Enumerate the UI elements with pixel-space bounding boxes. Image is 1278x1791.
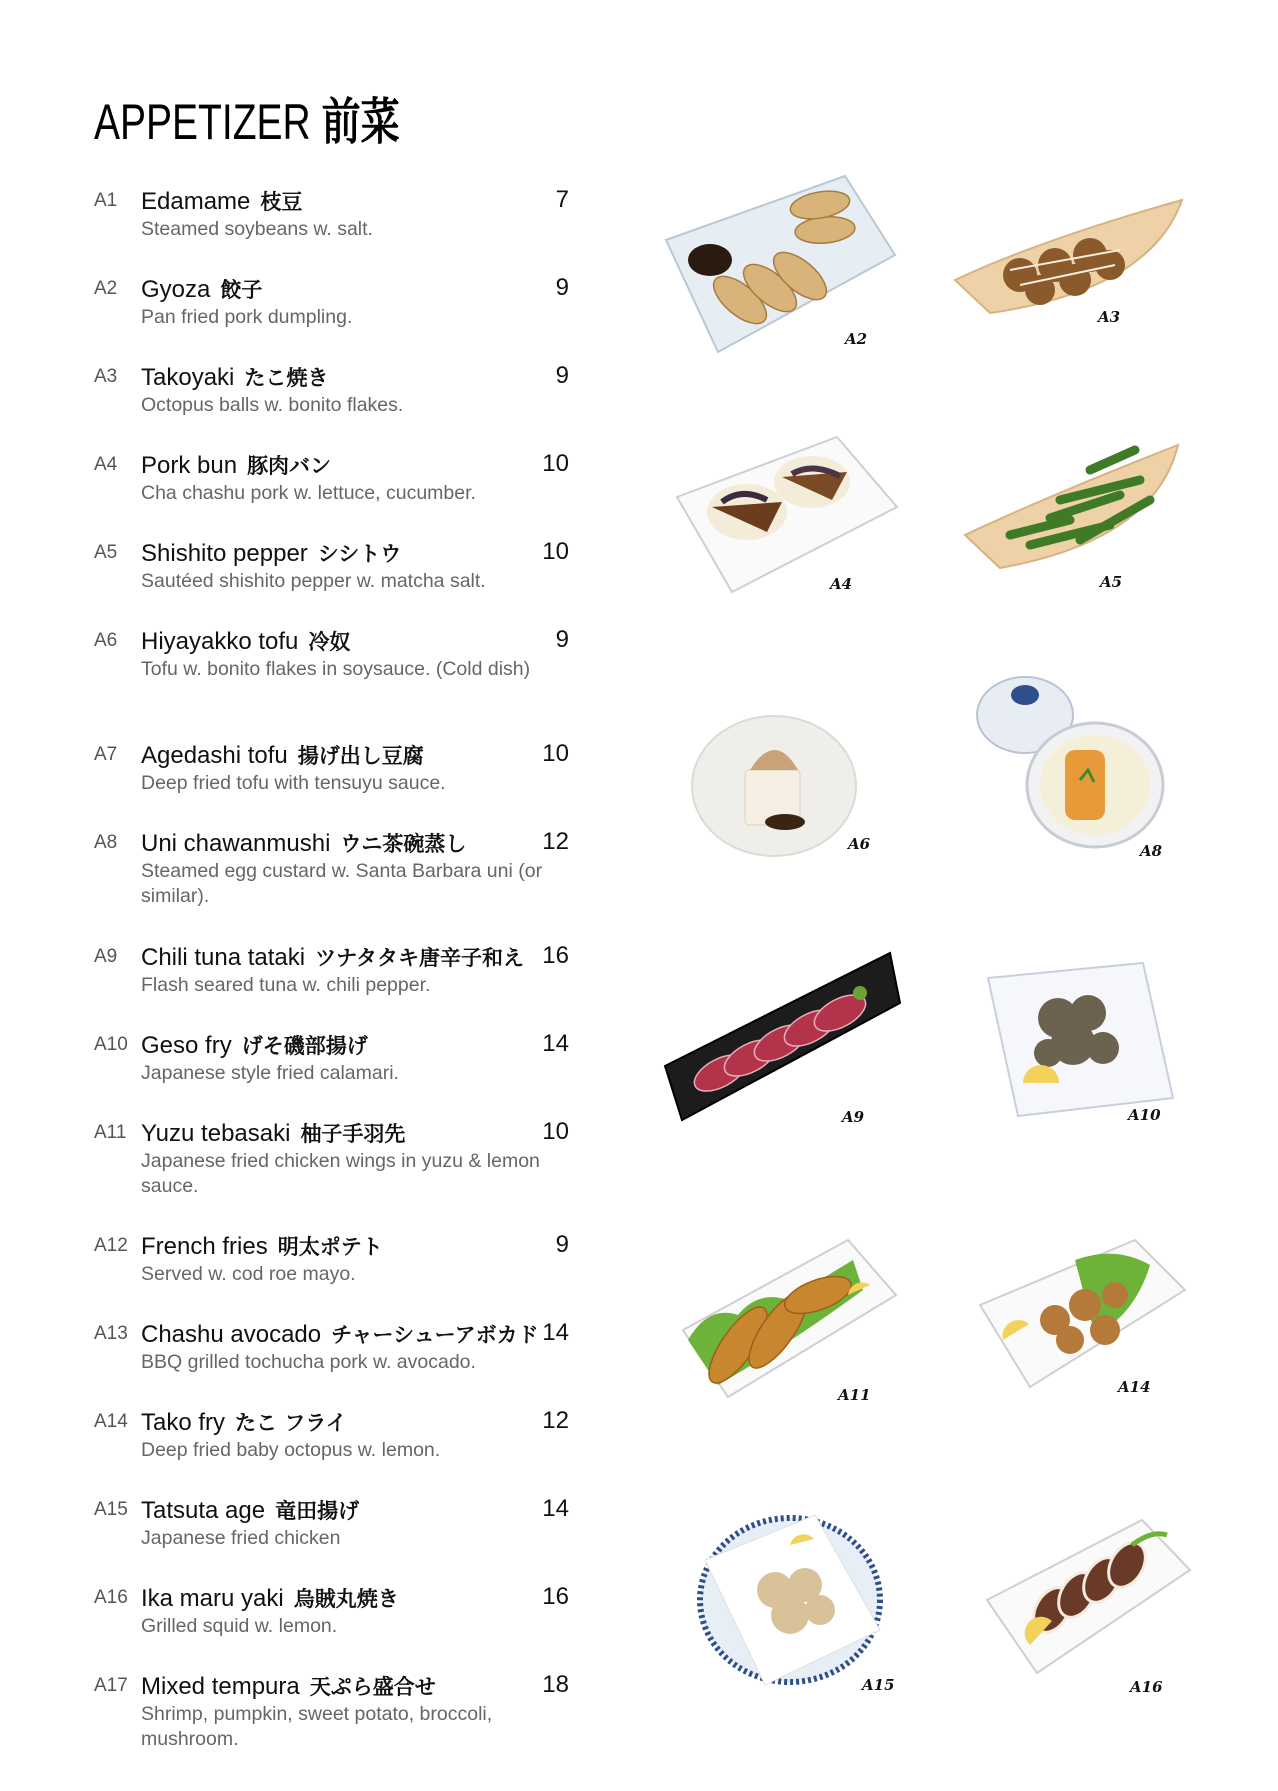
item-name-jp: 餃子 [220, 277, 263, 302]
item-description: Tofu w. bonito flakes in soysauce. (Cold dish) [141, 658, 531, 680]
item-code: A6 [94, 630, 118, 651]
item-name-en: Mixed tempura [141, 1673, 300, 1700]
tatsuta-age-plate-graphic [695, 1510, 885, 1690]
photo-a15-tatsuta-age [695, 1510, 885, 1690]
item-price: 10 [542, 538, 569, 565]
item-description: Pan fried pork dumpling. [141, 306, 353, 328]
item-name-jp: 明太ポテト [277, 1234, 383, 1259]
item-name-en: Agedashi tofu [141, 742, 288, 769]
item-name-en: Hiyayakko tofu [141, 628, 299, 655]
item-description: Steamed soybeans w. salt. [141, 218, 373, 240]
item-name-en: Chashu avocado [141, 1321, 322, 1348]
photo-a3-takoyaki [950, 195, 1185, 320]
item-name [141, 1583, 399, 1613]
photo-a5-shishito [960, 440, 1180, 570]
item-name [141, 1495, 359, 1525]
item-name-jp: ウニ茶碗蒸し [340, 831, 467, 856]
item-name [141, 362, 328, 392]
yuzu-tebasaki-plate-graphic [678, 1235, 898, 1400]
photo-a10-geso-fry [978, 958, 1178, 1118]
item-name-en: Shishito pepper [141, 540, 308, 567]
item-name-jp: 冷奴 [308, 629, 351, 654]
item-name-en: Geso fry [141, 1032, 232, 1059]
photo-a14-tako-fry [975, 1235, 1187, 1390]
item-name [141, 1407, 347, 1437]
item-price: 9 [555, 362, 569, 389]
item-name-jp: たこ フライ [235, 1410, 347, 1435]
item-code: A15 [94, 1499, 128, 1520]
item-name-en: Yuzu tebasaki [141, 1120, 291, 1147]
item-name-en: Takoyaki [141, 364, 235, 391]
item-description: Grilled squid w. lemon. [141, 1615, 338, 1637]
ika-maru-yaki-plate-graphic [982, 1515, 1192, 1675]
item-description: Deep fried baby octopus w. lemon. [141, 1439, 441, 1461]
geso-fry-plate-graphic [978, 958, 1178, 1118]
item-code: A8 [94, 832, 118, 853]
photo-a16-ika-maru-yaki [982, 1515, 1192, 1675]
item-price: 9 [555, 274, 569, 301]
item-code: A4 [94, 454, 118, 475]
item-name-jp: 天ぷら盛合せ [309, 1674, 436, 1699]
caption-a16: A16 [1130, 1678, 1163, 1696]
item-description: Shrimp, pumpkin, sweet potato, broccoli, mushroom. [141, 1703, 493, 1750]
item-code: A11 [94, 1122, 127, 1143]
caption-a10: A10 [1128, 1106, 1161, 1124]
item-name [141, 626, 350, 656]
item-name [141, 1118, 405, 1148]
item-name [141, 450, 331, 480]
item-code: A7 [94, 744, 118, 765]
title-jp: 前菜 [321, 92, 400, 151]
item-name-jp: ツナタタキ唐辛子和え [315, 945, 525, 970]
caption-a15: A15 [862, 1676, 895, 1694]
tuna-tataki-plate-graphic [660, 948, 905, 1128]
item-price: 18 [542, 1671, 569, 1698]
shishito-boat-graphic [960, 440, 1180, 570]
item-price: 14 [542, 1030, 569, 1057]
photo-a6-hiyayakko [690, 710, 858, 858]
item-name-en: Edamame [141, 188, 251, 215]
item-price: 16 [542, 1583, 569, 1610]
title-text: APPETIZER [94, 94, 311, 150]
photo-a4-pork-bun [672, 432, 900, 597]
item-name-jp: シシトウ [317, 541, 402, 566]
item-name [141, 1231, 383, 1261]
item-code: A3 [94, 366, 118, 387]
caption-a5: A5 [1100, 573, 1123, 591]
item-price: 9 [555, 626, 569, 653]
item-name [141, 274, 262, 304]
item-name-jp: 柚子手羽先 [300, 1121, 406, 1146]
tako-fry-plate-graphic [975, 1235, 1187, 1390]
pork-bun-plate-graphic [672, 432, 900, 597]
item-name [141, 1030, 368, 1060]
item-code: A13 [94, 1323, 128, 1344]
item-description: Octopus balls w. bonito flakes. [141, 394, 404, 416]
page-title [94, 82, 400, 154]
item-code: A10 [94, 1034, 128, 1055]
item-code: A2 [94, 278, 118, 299]
item-name [141, 828, 466, 858]
item-description: Served w. cod roe mayo. [141, 1263, 356, 1285]
item-price: 10 [542, 1118, 569, 1145]
item-price: 10 [542, 740, 569, 767]
chawanmushi-cup-graphic [975, 670, 1165, 850]
item-name [141, 1671, 436, 1701]
item-name-jp: チャーシューアボカド [331, 1322, 539, 1347]
item-price: 12 [542, 1407, 569, 1434]
item-name-en: Pork bun [141, 452, 238, 479]
item-name-jp: げそ磯部揚げ [241, 1033, 368, 1058]
item-name-jp: たこ焼き [244, 365, 329, 390]
caption-a11: A11 [838, 1386, 871, 1404]
item-code: A1 [94, 190, 118, 211]
item-description: Deep fried tofu with tensuyu sauce. [141, 772, 446, 794]
photo-a9-tuna-tataki [660, 948, 905, 1128]
item-code: A17 [94, 1675, 128, 1696]
item-name [141, 186, 302, 216]
item-price: 14 [542, 1319, 569, 1346]
caption-a14: A14 [1118, 1378, 1151, 1396]
caption-a8: A8 [1140, 842, 1163, 860]
item-name-jp: 竜田揚げ [275, 1498, 360, 1523]
item-name-en: Ika maru yaki [141, 1585, 284, 1612]
item-name-en: Gyoza [141, 276, 211, 303]
item-name-jp: 揚げ出し豆腐 [297, 743, 424, 768]
item-description: Sautéed shishito pepper w. matcha salt. [141, 570, 486, 592]
item-price: 14 [542, 1495, 569, 1522]
item-name-jp: 豚肉バン [247, 453, 332, 478]
item-code: A5 [94, 542, 118, 563]
item-code: A9 [94, 946, 118, 967]
item-price: 9 [555, 1231, 569, 1258]
item-price: 16 [542, 942, 569, 969]
takoyaki-boat-graphic [950, 195, 1185, 320]
caption-a4: A4 [830, 575, 853, 593]
item-price: 10 [542, 450, 569, 477]
item-code: A12 [94, 1235, 128, 1256]
item-name-en: Tatsuta age [141, 1497, 266, 1524]
caption-a3: A3 [1098, 308, 1121, 326]
item-description: Cha chashu pork w. lettuce, cucumber. [141, 482, 476, 504]
item-price: 7 [555, 186, 569, 213]
item-description: Japanese style fried calamari. [141, 1062, 399, 1084]
caption-a9: A9 [842, 1108, 865, 1126]
item-name [141, 538, 401, 568]
item-description: BBQ grilled tochucha pork w. avocado. [141, 1351, 476, 1373]
item-description: Steamed egg custard w. Santa Barbara uni (or similar). [141, 860, 543, 907]
item-name-jp: 枝豆 [260, 189, 303, 214]
item-description: Japanese fried chicken [141, 1527, 341, 1549]
item-price: 12 [542, 828, 569, 855]
caption-a2: A2 [845, 330, 868, 348]
caption-a6: A6 [848, 835, 871, 853]
item-name [141, 1319, 539, 1349]
item-name-en: Tako fry [141, 1409, 226, 1436]
item-name [141, 740, 424, 770]
hiyayakko-dish-graphic [690, 710, 858, 858]
item-description: Flash seared tuna w. chili pepper. [141, 974, 431, 996]
item-name-en: Uni chawanmushi [141, 830, 331, 857]
item-name-en: French fries [141, 1233, 268, 1260]
item-code: A14 [94, 1411, 128, 1432]
photo-a8-chawanmushi [975, 670, 1165, 850]
item-description: Japanese fried chicken wings in yuzu & lemon sauce. [141, 1150, 540, 1197]
item-code: A16 [94, 1587, 128, 1608]
photo-a11-yuzu-tebasaki [678, 1235, 898, 1400]
item-name [141, 942, 524, 972]
item-name-en: Chili tuna tataki [141, 944, 306, 971]
item-name-jp: 烏賊丸焼き [293, 1586, 399, 1611]
